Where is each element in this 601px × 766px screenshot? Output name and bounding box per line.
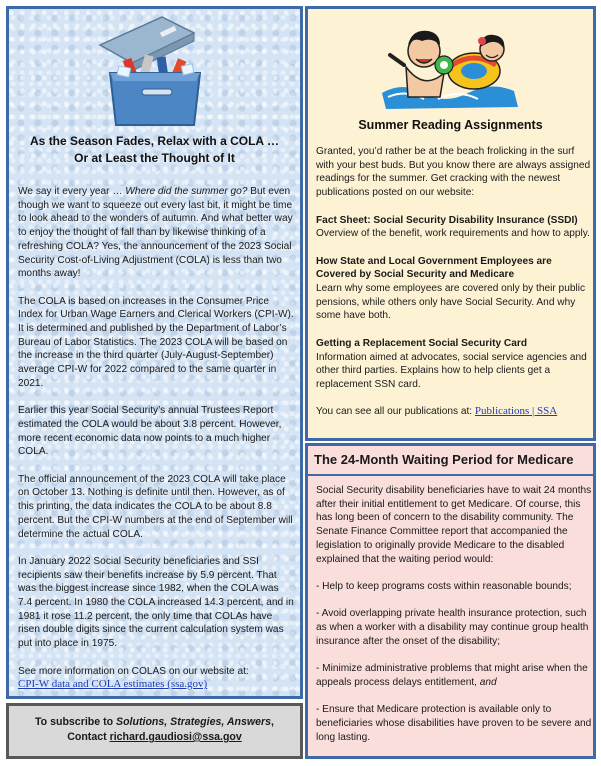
reading-item-2-desc: Learn why some employees are covered only by their public pensions, while others only have Social Security. And why some have both. — [316, 283, 586, 322]
reading-item-3-title[interactable]: Getting a Replacement Social Security Card — [316, 337, 528, 349]
cooler-illustration — [90, 15, 222, 137]
waiting-bullet-1: - Help to keep programs costs within reasonable bounds; — [316, 580, 572, 592]
cola-body — [18, 185, 295, 692]
cola-estimates-link[interactable]: CPI-W data and COLA estimates (ssa.gov) — [18, 678, 208, 691]
reading-item-2-title[interactable]: How State and Local Government Employees are Covered by Social Security and Medicare — [316, 255, 552, 281]
cola-title-line1: As the Season Fades, Relax with a COLA … — [30, 134, 279, 148]
waiting-title: The 24-Month Waiting Period for Medicare — [308, 446, 593, 476]
reading-intro: Granted, you’d rather be at the beach frolicking in the surf with your best buds. But you know there are always assigned readings for the summer. Get cracking with the newest publications posted on our website: — [316, 146, 591, 199]
cola-title — [9, 133, 300, 167]
reading-item-1-desc: Overview of the benefit, work requirements and how to apply. — [316, 228, 590, 240]
cola-paragraph-3: Earlier this year Social Security’s annual Trustees Report estimated the COLA would be about 3.8 percent. However, more recent economic data now points to a much higher COLA. — [18, 405, 282, 458]
kids-swimming-illustration — [378, 15, 528, 113]
summer-reading-panel — [305, 6, 596, 441]
waiting-intro: Social Security disability beneficiaries have to wait 24 months after their initial entitlement to get Medicare. Of course, this has long been of concern to the disability community. The Senate Finance Committee report that accompanied the legislation to originally provide Medicare to the disabled explained that the waiting period would: — [316, 485, 592, 565]
cola-paragraph-4: The official announcement of the 2023 COLA will take place on October 13. Nothing is definite until then. However, as of this printing, the data indicates the COLA to be about 8.8 percent. But the CPI-W numbers at the end of September will determine the actual COLA. — [18, 473, 293, 540]
reading-title: Summer Reading Assignments — [358, 118, 543, 132]
cola-paragraph-5: In January 2022 Social Security beneficiaries and SSI recipients saw their benefits increase by 5.9 percent. That was the biggest increase since 1982, when the COLA was 7.4 percent. In 1980 the COLA increased 14.3 percent, and in 1981 it rose 11.2 percent, the only time that COLAs have risen double digits since the current calculation system was put into place in 1975. — [18, 555, 294, 650]
publications-link[interactable]: Publications | SSA — [474, 405, 558, 418]
reading-item-3-desc: Information aimed at advocates, social service agencies and other third parties. Explains how to help clients get a replacement SSN card. — [316, 351, 587, 390]
medicare-waiting-panel — [305, 443, 596, 759]
subscribe-line: To subscribe to Solutions, Strategies, Answers, — [34, 716, 274, 728]
reading-item-1-title[interactable]: Fact Sheet: Social Security Disability Insurance (SSDI) — [316, 214, 578, 226]
cola-article-panel — [6, 6, 303, 699]
waiting-bullet-4: - Ensure that Medicare protection is available only to beneficiaries whose disabilities have proven to be severe and long lasting. — [316, 704, 592, 743]
reading-body — [316, 145, 592, 419]
cola-paragraph-2: The COLA is based on increases in the Consumer Price Index for Urban Wage Earners and Clerical Workers (CPI-W). It is determined and published by the Department of Labor’s Bureau of Labor Statistics. The 2023 COLA will be based on the increase in the third quarter (July-August-September) average CPI-W for 2022 compared to the same quarter in 2021. — [18, 295, 294, 389]
cola-paragraph-6: See more information on COLAS on our website at: — [18, 665, 249, 677]
contact-email-link[interactable]: richard.gaudiosi@ssa.gov — [109, 731, 242, 743]
subscribe-box — [6, 703, 303, 759]
reading-outro: You can see all our publications at: Publications | SSA — [316, 405, 558, 418]
cola-paragraph-1: We say it every year … Where did the summer go? But even though we want to squeeze out every last bit, it might be time to look ahead to the wonders of autumn. And what better way to enjoy the thought of fall than by likewise thinking of a refreshing COLA? Yes, the announcement of the 2023 Social Security Cost-of-Living Adjustment (COLA) is less than two months away! — [18, 186, 293, 280]
waiting-bullet-3: - Minimize administrative problems that might arise when the appeals process delays entitlement, and — [316, 663, 588, 688]
cola-title-line2: Or at Least the Thought of It — [74, 151, 235, 165]
waiting-body — [316, 484, 592, 744]
waiting-bullet-2: - Avoid overlapping private health insurance protection, such as when a worker with a disability may continue group health insurance after the onset of the disability; — [316, 608, 589, 647]
contact-line: Contact richard.gaudiosi@ssa.gov — [67, 731, 242, 743]
